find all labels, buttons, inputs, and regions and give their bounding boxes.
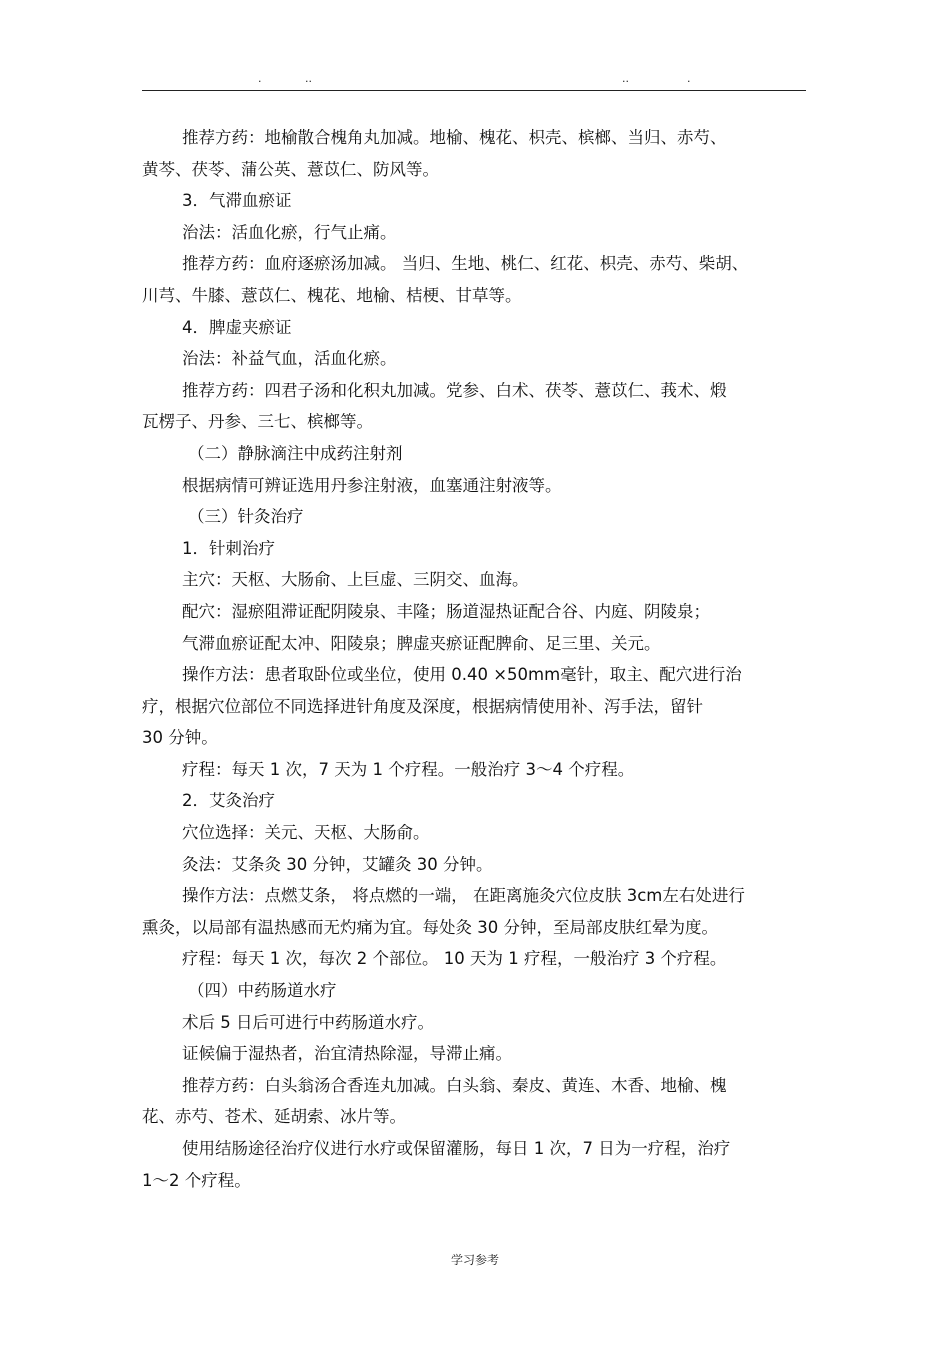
paragraph-line: 气滞血瘀证配太冲、阳陵泉；脾虚夹瘀证配脾俞、足三里、关元。	[182, 633, 661, 653]
paragraph-line: 操作方法：患者取卧位或坐位，使用 0.40 ×50mm毫针，取主、配穴进行治	[182, 665, 742, 685]
paragraph-line: 花、赤芍、苍术、延胡索、冰片等。	[142, 1107, 406, 1127]
paragraph-line: 推荐方药：白头翁汤合香连丸加减。白头翁、秦皮、黄连、木香、地榆、槐	[182, 1075, 727, 1095]
section-heading: （四）中药肠道水疗	[188, 981, 337, 1001]
header-mark: ..	[305, 72, 312, 85]
page-header-marks	[142, 72, 806, 86]
paragraph-line: 川芎、牛膝、薏苡仁、槐花、地榆、桔梗、甘草等。	[142, 285, 522, 305]
paragraph-line: 推荐方药：血府逐瘀汤加减。 当归、生地、桃仁、红花、枳壳、赤芍、柴胡、	[182, 254, 749, 274]
paragraph-line: 疗程：每天 1 次，7 天为 1 个疗程。一般治疗 3～4 个疗程。	[182, 759, 635, 779]
page-footer: 学习参考	[450, 1253, 499, 1267]
paragraph-line: 穴位选择：关元、天枢、大肠俞。	[182, 823, 430, 843]
section-heading: （三）针灸治疗	[188, 507, 304, 527]
paragraph-line: 瓦楞子、丹参、三七、槟榔等。	[142, 412, 373, 432]
paragraph-line: 主穴：天枢、大肠俞、上巨虚、三阴交、血海。	[182, 570, 529, 590]
document-body	[142, 122, 806, 1196]
header-mark: .	[258, 72, 262, 85]
paragraph-line: 疗，根据穴位部位不同选择进针角度及深度，根据病情使用补、泻手法，留针	[142, 696, 703, 716]
paragraph-line: 疗程：每天 1 次，每次 2 个部位。 10 天为 1 疗程，一般治疗 3 个疗程。	[182, 949, 727, 969]
paragraph-line: 术后 5 日后可进行中药肠道水疗。	[182, 1012, 434, 1032]
paragraph-line: 配穴：湿瘀阻滞证配阴陵泉、丰隆；肠道湿热证配合谷、内庭、阴陵泉；	[182, 601, 710, 621]
paragraph-line: 根据病情可辨证选用丹参注射液，血塞通注射液等。	[182, 475, 562, 495]
paragraph-line: 灸法：艾条灸 30 分钟，艾罐灸 30 分钟。	[182, 854, 493, 874]
paragraph-line: 熏灸，以局部有温热感而无灼痛为宜。每处灸 30 分钟，至局部皮肤红晕为度。	[142, 917, 718, 937]
paragraph-line: 使用结肠途径治疗仪进行水疗或保留灌肠，每日 1 次，7 日为一疗程，治疗	[182, 1139, 731, 1158]
paragraph-line: 黄芩、茯苓、蒲公英、薏苡仁、防风等。	[142, 159, 439, 179]
paragraph-line: 治法：活血化瘀，行气止痛。	[182, 222, 397, 242]
section-heading: 4．脾虚夹瘀证	[182, 317, 292, 337]
section-heading: 3．气滞血瘀证	[182, 191, 292, 211]
paragraph-line: 1～2 个疗程。	[142, 1170, 251, 1190]
paragraph-line: 治法：补益气血，活血化瘀。	[182, 349, 397, 369]
paragraph-line: 推荐方药：地榆散合槐角丸加减。地榆、槐花、枳壳、槟榔、当归、赤芍、	[182, 128, 727, 147]
paragraph-line: 证候偏于湿热者，治宜清热除湿，导滞止痛。	[182, 1044, 512, 1064]
section-heading: 2．艾灸治疗	[182, 791, 275, 811]
section-heading: （二）静脉滴注中成药注射剂	[188, 443, 403, 463]
paragraph-line: 30 分钟。	[142, 728, 218, 748]
header-mark: .	[687, 72, 691, 85]
header-rule	[142, 90, 806, 91]
paragraph-line: 操作方法：点燃艾条， 将点燃的一端， 在距离施灸穴位皮肤 3cm左右处进行	[182, 886, 745, 906]
section-heading: 1．针刺治疗	[182, 538, 275, 558]
header-mark: ..	[622, 72, 629, 85]
paragraph-line: 推荐方药：四君子汤和化积丸加减。党参、白术、茯苓、薏苡仁、莪术、煅	[182, 380, 727, 400]
